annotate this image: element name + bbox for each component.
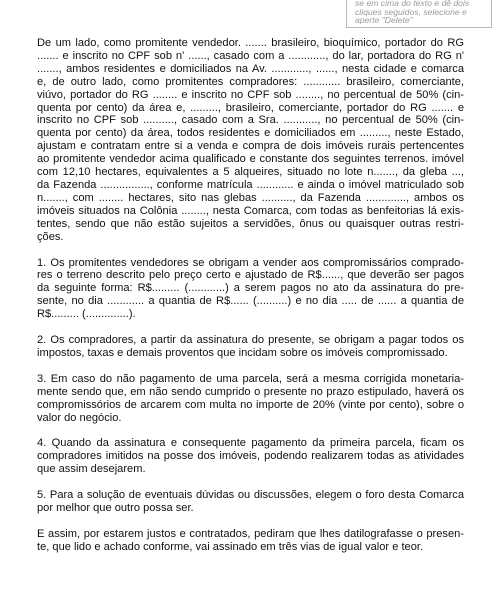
paragraph-line: quenta por cento) da área, todos residentes e domiciliados em ........., neste Estado, — [37, 127, 464, 140]
contract-paragraph — [37, 373, 464, 425]
paragraph-line: mente sendo que, em não sendo cumprido o presente no prazo estipulado, haverá os — [37, 385, 464, 398]
paragraph-line: viúvo, portador do RG ........ e inscrito no CPF sob ........, no percentual de 50% (cin- — [37, 88, 464, 101]
paragraph-line: R$......... (..............). — [37, 308, 136, 321]
paragraph-line: te, que lido e achado conforme, vai assinado em três vias de igual valor e teor. — [37, 540, 424, 553]
contract-document-body[interactable] — [37, 37, 464, 567]
paragraph-line: valor do negócio. — [37, 411, 122, 424]
paragraph-line: 2. Os compradores, a partir da assinatura do presente, se obrigam a pagar todos os — [37, 334, 464, 347]
paragraph-line: De um lado, como promitente vendedor. ....... brasileiro, bioquímico, portador do RG — [37, 37, 464, 49]
paragraph-line: imóveis situados na Colônia ........, nesta Comarca, com todas as benfeitorias lá exis- — [37, 204, 464, 217]
paragraph-line: da Fazenda ................, conforme matrícula ............ e ainda o imóvel matriculado sob — [37, 178, 464, 191]
paragraph-line: compromissórios de arcarem com multa no importe de 20% (vinte por cento), sobre o — [37, 398, 464, 411]
paragraph-line: com 12,10 hectares, equivalentes a 5 alqueires, situado no lote n......., da gleba ..., — [37, 166, 464, 179]
contract-paragraph — [37, 528, 464, 554]
hint-line: se em cima do texto e dê dois — [355, 0, 470, 8]
paragraph-line: ....... e inscrito no CPF sob n' ......, casado com a ............, do lar, portadora do RG n' — [37, 49, 464, 62]
paragraph-line: ções. — [37, 230, 64, 243]
contract-paragraph — [37, 334, 464, 360]
paragraph-line: inscrito no CPF sob .........., casado com a Sra. ..........., no percentual de 50% (cin- — [37, 114, 464, 127]
paragraph-line: compradores imitidos na posse dos imóveis, podendo realizarem todas as atividades — [37, 450, 464, 463]
paragraph-line: ao promitente vendedor acima qualificado e constante dos seguintes terrenos. imóvel — [37, 153, 464, 166]
paragraph-line: res o terreno descrito pelo preço certo e ajustado de R$......, que deverão ser pagos — [37, 269, 464, 282]
contract-paragraph — [37, 257, 464, 322]
contract-paragraph — [37, 37, 464, 244]
paragraph-line: 3. Em caso do não pagamento de uma parcela, será a mesma corrigida monetaria- — [37, 372, 464, 385]
paragraph-line: da seguinte forma: R$......... (............) a serem pagos no ato da assinatura do pre- — [37, 282, 464, 295]
paragraph-line: e, de outro lado, como promitentes compradores: ............ brasileiro, comerciante, — [37, 75, 464, 88]
paragraph-line: E assim, por estarem justos e contratados, pediram que lhes datilografasse o presen- — [37, 528, 464, 540]
hint-line: aperte "Delete" — [355, 15, 413, 26]
paragraph-line: ......., ambos residentes e domiciliados na Av. ............, ......, nesta cidade e comarca — [37, 62, 464, 75]
paragraph-line: n......., com ........ hectares, sito nas glebas .........., da Fazenda ............., ambos os — [37, 191, 464, 204]
paragraph-line: 1. Os promitentes vendedores se obrigam a vender aos compromissários comprado- — [37, 256, 464, 269]
instruction-hint-box — [346, 0, 492, 28]
paragraph-line: que assim desejarem. — [37, 463, 146, 476]
paragraph-line: sente, no dia ............ a quantia de R$...... (..........) e no dia ..... de ...... a quantia de — [37, 295, 464, 308]
paragraph-line: tentes, sendo que não estão sujeitos a servidões, ônus ou quaisquer outras restri- — [37, 217, 464, 230]
hint-line: cliques seguidos, selecione e — [355, 6, 467, 17]
paragraph-line: 4. Quando da assinatura e consequente pagamento da primeira parcela, ficam os — [37, 437, 464, 450]
paragraph-line: por melhor que outro possa ser. — [37, 502, 194, 515]
contract-paragraph — [37, 437, 464, 476]
paragraph-line: 5. Para a solução de eventuais dúvidas ou discussões, elegem o foro desta Comarca — [37, 489, 464, 502]
paragraph-line: ajustam e contratam entre si a venda e compra de dois imóveis rurais pertencentes — [37, 140, 464, 153]
paragraph-line: quenta por cento) da área e, ........., brasileiro, comerciante, portador do RG ....... e — [37, 101, 464, 114]
paragraph-line: impostos, taxas e demais proventos que incidam sobre os imóveis compromissado. — [37, 346, 448, 359]
contract-paragraph — [37, 489, 464, 515]
